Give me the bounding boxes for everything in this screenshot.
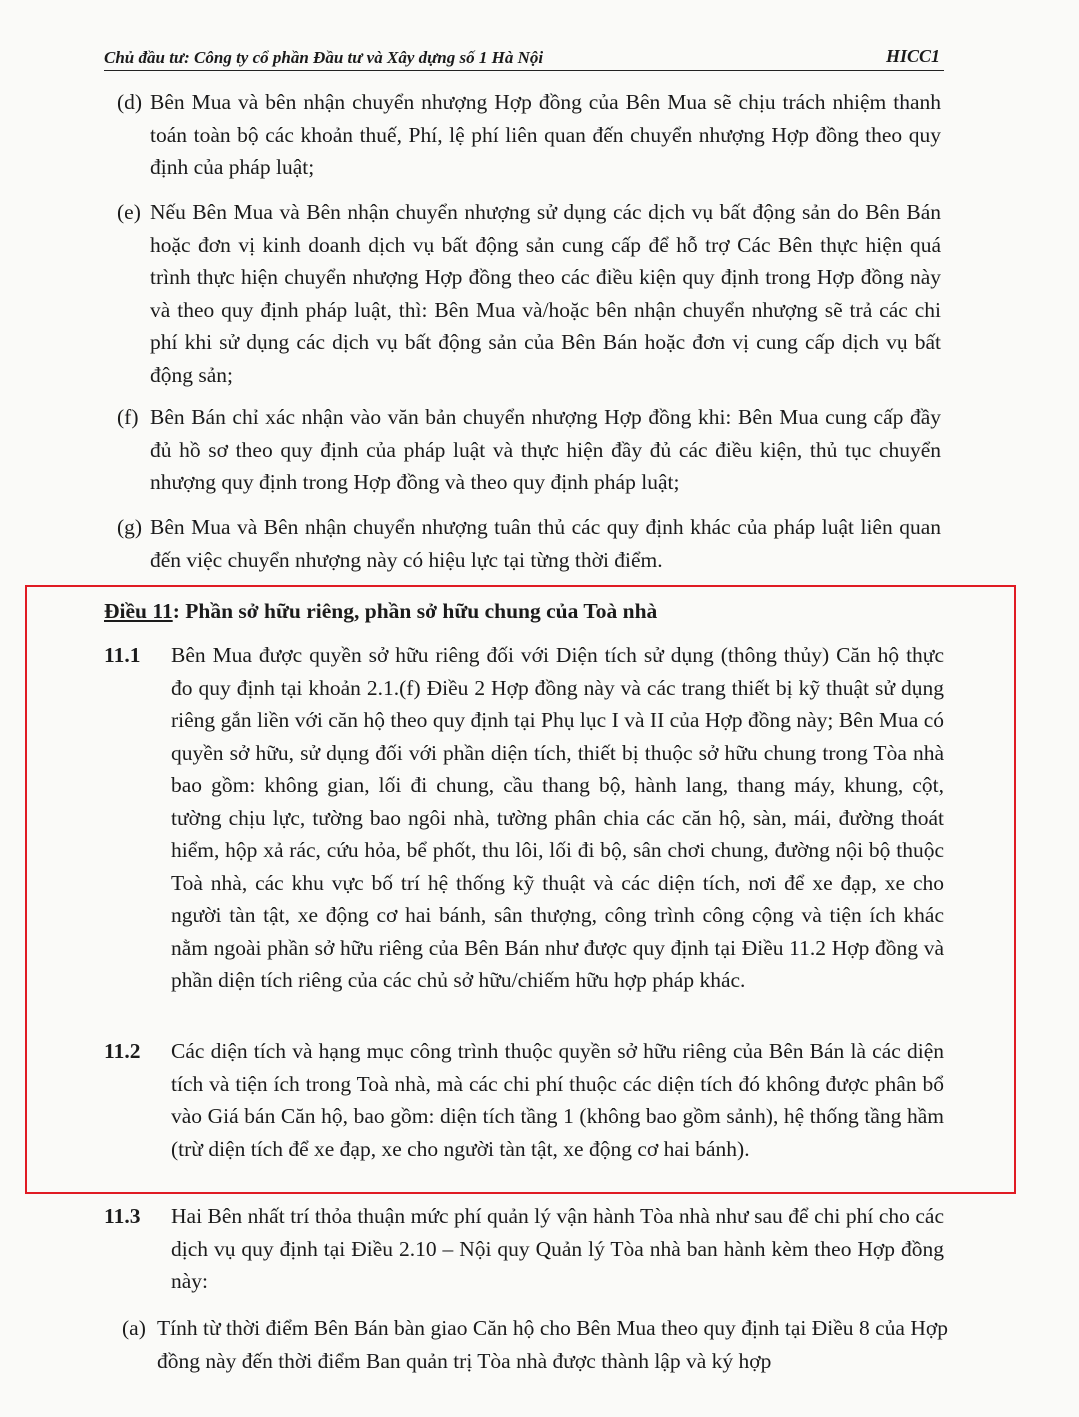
item-text: Bên Mua và Bên nhận chuyển nhượng tuân thủ các quy định khác của pháp luật liên quan đến việc chuyển nhượng này có hiệu lực tại từng thời điểm.	[150, 515, 941, 572]
item-marker: (f)	[117, 405, 139, 429]
clause-text: Các diện tích và hạng mục công trình thuộc quyền sở hữu riêng của Bên Bán là các diện tích và tiện ích trong Toà nhà, mà các chi phí thuộc các diện tích đó không được phân bổ vào Giá bán Căn hộ, bao gồm: diện tích tầng 1 (không bao gồm sảnh), hệ thống tầng hầm (trừ diện tích để xe đạp, xe cho người tàn tật, xe động cơ hai bánh).	[171, 1039, 944, 1161]
item-marker: (a)	[122, 1316, 146, 1340]
clause-11-2	[104, 1035, 944, 1165]
item-text: Tính từ thời điểm Bên Bán bàn giao Căn hộ cho Bên Mua theo quy định tại Điều 8 của Hợp đồng này đến thời điểm Ban quản trị Tòa nhà được thành lập và ký hợp	[157, 1316, 948, 1373]
clause-number: 11.2	[104, 1039, 141, 1063]
list-item-e	[117, 196, 941, 391]
item-text: Bên Mua và bên nhận chuyển nhượng Hợp đồng của Bên Mua sẽ chịu trách nhiệm thanh toán toàn bộ các khoản thuế, Phí, lệ phí liên quan đến chuyển nhượng Hợp đồng theo quy định của pháp luật;	[150, 90, 941, 179]
article-title: : Phần sở hữu riêng, phần sở hữu chung của Toà nhà	[172, 599, 658, 623]
header-code: HICC1	[885, 46, 940, 66]
clause-text: Bên Mua được quyền sở hữu riêng đối với Diện tích sử dụng (thông thủy) Căn hộ thực đo quy định tại khoản 2.1.(f) Điều 2 Hợp đồng này và các trang thiết bị kỹ thuật sử dụng riêng gắn liền với căn hộ theo quy định tại Phụ lục I và II của Hợp đồng này; Bên Mua có quyền sở hữu, sử dụng đối với phần diện tích, thiết bị thuộc sở hữu chung trong Tòa nhà bao gồm: không gian, lối đi chung, cầu thang bộ, hành lang, thang máy, khung, cột, tường chịu lực, tường bao ngôi nhà, tường phân chia các căn hộ, sàn, mái, đường thoát hiểm, hộp xả rác, cứu hỏa, bể phốt, thu lôi, lối đi bộ, sân chơi chung, đường nội bộ thuộc Toà nhà, các khu vực bố trí hệ thống kỹ thuật và các diện tích, nơi để xe đạp, xe cho người tàn tật, xe động cơ hai bánh, sân thượng, công trình công cộng và tiện ích khác nằm ngoài phần sở hữu riêng của Bên Bán như được quy định tại Điều 11.2 Hợp đồng và phần diện tích riêng của các chủ sở hữu/chiếm hữu hợp pháp khác.	[171, 643, 944, 992]
list-item-d	[117, 86, 941, 184]
item-text: Bên Bán chỉ xác nhận vào văn bản chuyển nhượng Hợp đồng khi: Bên Mua cung cấp đầy đủ hồ sơ theo quy định của pháp luật và thực hiện đầy đủ các điều kiện, thủ tục chuyển nhượng quy định trong Hợp đồng và theo quy định pháp luật;	[150, 405, 941, 494]
list-item-f	[117, 401, 941, 499]
clause-number: 11.3	[104, 1204, 141, 1228]
clause-11-3	[104, 1200, 944, 1298]
item-marker: (e)	[117, 200, 141, 224]
article-heading	[104, 599, 657, 624]
article-number: Điều 11	[104, 599, 173, 623]
page-header	[104, 44, 944, 71]
list-item-a	[122, 1312, 948, 1377]
list-item-g	[117, 511, 941, 576]
clause-number: 11.1	[104, 643, 141, 667]
item-text: Nếu Bên Mua và Bên nhận chuyển nhượng sử dụng các dịch vụ bất động sản do Bên Bán hoặc đơn vị kinh doanh dịch vụ bất động sản cung cấp để hỗ trợ Các Bên thực hiện quá trình thực hiện chuyển nhượng Hợp đồng theo các điều kiện quy định trong Hợp đồng này và theo quy định pháp luật, thì: Bên Mua và/hoặc bên nhận chuyển nhượng sẽ trả các chi phí khi sử dụng các dịch vụ bất động sản của Bên Bán hoặc đơn vị cung cấp dịch vụ bất động sản;	[150, 200, 941, 387]
clause-text: Hai Bên nhất trí thỏa thuận mức phí quản lý vận hành Tòa nhà như sau để chi phí cho các dịch vụ quy định tại Điều 2.10 – Nội quy Quản lý Tòa nhà ban hành kèm theo Hợp đồng này:	[171, 1204, 944, 1293]
header-investor: Chủ đầu tư: Công ty cổ phần Đầu tư và Xây dựng số 1 Hà Nội	[104, 48, 544, 67]
item-marker: (d)	[117, 90, 143, 114]
item-marker: (g)	[117, 515, 143, 539]
clause-11-1	[104, 639, 944, 997]
